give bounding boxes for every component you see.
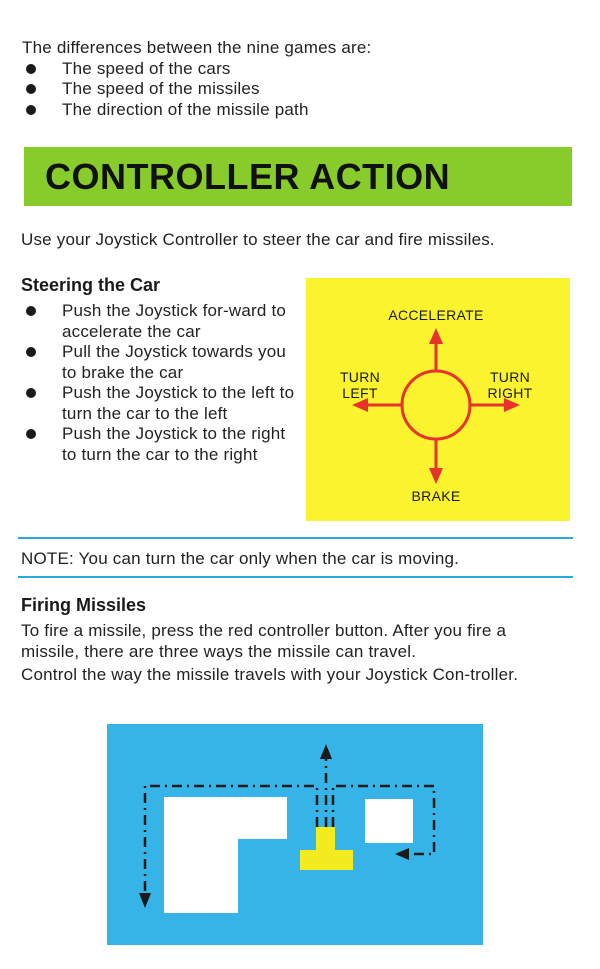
building-block <box>365 799 413 843</box>
joystick-diagram <box>306 278 570 521</box>
arrow-left-icon <box>395 848 409 860</box>
firing-paragraph-1: To fire a missile, press the red controller button. After you fire a missile, there are three ways the missile can travel. <box>21 621 507 661</box>
missile-path-graphic <box>107 724 483 945</box>
steering-heading: Steering the Car <box>21 275 161 295</box>
steering-list <box>22 301 300 465</box>
list-item: Push the Joystick to the right to turn the car to the right <box>22 424 300 465</box>
note-divider-top <box>18 537 573 539</box>
usage-text: Use your Joystick Controller to steer the car and fire missiles. <box>21 230 495 249</box>
brake-label: BRAKE <box>411 488 461 504</box>
list-item: The speed of the missiles <box>22 79 371 100</box>
car-icon <box>300 827 353 870</box>
arrow-up-icon <box>320 744 332 759</box>
missile-path-diagram <box>107 724 483 945</box>
list-item: Push the Joystick for-ward to accelerate the car <box>22 301 300 342</box>
arrow-down-icon <box>139 893 151 908</box>
section-title: CONTROLLER ACTION <box>45 156 451 197</box>
firing-paragraph-2: Control the way the missile travels with your Joystick Con-troller. <box>21 665 519 684</box>
intro-text: The differences between the nine games are: <box>22 38 372 57</box>
section-banner <box>24 147 572 206</box>
note-text: NOTE: You can turn the car only when the car is moving. <box>21 549 460 568</box>
note-divider-bottom <box>18 576 573 578</box>
turn-left-label: TURN LEFT <box>339 369 381 401</box>
differences-list <box>22 59 371 121</box>
list-item: Push the Joystick to the left to turn the car to the left <box>22 383 300 424</box>
firing-heading: Firing Missiles <box>21 595 147 615</box>
list-item: The speed of the cars <box>22 59 371 80</box>
list-item: The direction of the missile path <box>22 100 371 121</box>
turn-right-label: TURN RIGHT <box>487 369 533 401</box>
building-block <box>164 797 287 913</box>
intro-section <box>22 38 371 120</box>
accelerate-label: ACCELERATE <box>388 307 484 323</box>
list-item: Pull the Joystick towards you to brake the car <box>22 342 300 383</box>
